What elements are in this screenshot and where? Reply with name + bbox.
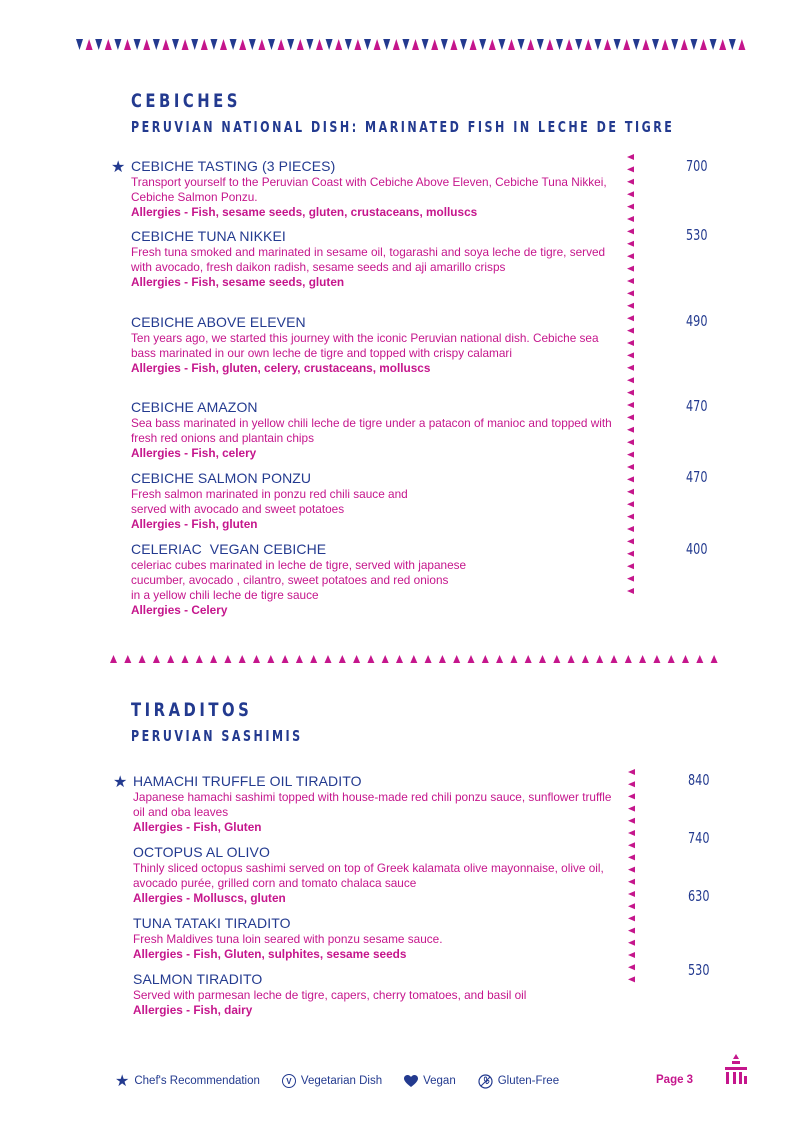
border-triangle [460,39,467,50]
border-triangle [239,39,246,50]
arrow-marker [628,879,635,885]
legend-vegan [404,1075,456,1088]
divider-triangle [425,655,432,663]
item-price: 490 [686,312,708,330]
border-triangle [220,39,227,50]
border-triangle [393,39,400,50]
border-triangle [431,39,438,50]
arrow-marker [628,781,635,787]
border-triangle [162,39,169,50]
border-triangle [642,39,649,50]
border-triangle [86,39,93,50]
arrow-marker [628,976,635,982]
arrow-marker [628,854,635,860]
arrow-marker [627,253,634,259]
divider-triangle [182,655,189,663]
border-triangle [508,39,515,50]
border-triangle [719,39,726,50]
border-triangle [268,39,275,50]
arrow-marker [627,464,634,470]
arrow-marker [627,241,634,247]
divider-triangle [196,655,203,663]
border-triangle [489,39,496,50]
arrow-marker [627,588,634,594]
divider-triangle [682,655,689,663]
item-description: Fresh tuna smoked and marinated in sesame oil, togarashi and soya leche de tigre, served with avocado, fresh daikon radish, sesame seeds and aji amarillo crisps [131,245,606,274]
border-triangle [738,39,745,50]
item-description: Fresh Maldives tuna loin seared with ponzu sesame sauce. [133,932,443,946]
item-price: 740 [688,829,710,847]
divider-triangle [396,655,403,663]
arrow-marker [627,166,634,172]
divider-triangle [510,655,517,663]
divider-triangle [382,655,389,663]
menu-item [113,773,623,835]
border-triangle [470,39,477,50]
divider-triangle [696,655,703,663]
section-subtitle-cebiches: PERUVIAN NATIONAL DISH: MARINATED FISH IN LECHE DE TIGRE [131,118,675,136]
arrow-marker [627,538,634,544]
arrow-marker [627,377,634,383]
divider-triangle [253,655,260,663]
arrow-marker [627,266,634,272]
arrow-marker [627,191,634,197]
item-description: Sea bass marinated in yellow chili leche de tigre under a patacon of manioc and topped with fresh red onions and plantain chips [131,416,612,445]
border-triangle [527,39,534,50]
arrow-marker [627,216,634,222]
border-triangle [498,39,505,50]
item-description: Served with parmesan leche de tigre, capers, cherry tomatoes, and basil oil [133,988,527,1002]
section-divider [110,652,720,664]
border-triangle [287,39,294,50]
border-triangle [566,39,573,50]
border-triangle [537,39,544,50]
item-allergies: Allergies - Fish, sesame seeds, gluten [131,275,345,289]
border-triangle [681,39,688,50]
border-triangle [729,39,736,50]
vegetarian-icon: V [282,1074,296,1088]
arrow-marker [628,867,635,873]
border-triangle [364,39,371,50]
divider-triangle [496,655,503,663]
border-triangle [604,39,611,50]
arrow-marker [627,179,634,185]
arrow-marker [627,204,634,210]
item-price: 530 [688,961,710,979]
arrow-marker [628,769,635,775]
arrow-marker [627,576,634,582]
arrow-marker [628,952,635,958]
arrow-marker [627,476,634,482]
heart-icon [404,1075,418,1088]
divider-triangle [711,655,718,663]
divider-triangle [596,655,603,663]
divider-triangle [482,655,489,663]
border-triangle [326,39,333,50]
divider-triangle [568,655,575,663]
arrow-marker [627,427,634,433]
divider-triangle [367,655,374,663]
menu-item [133,971,623,1018]
divider-triangle [296,655,303,663]
border-triangle [518,39,525,50]
item-name: OCTOPUS AL OLIVO [133,844,270,860]
divider-triangle [153,655,160,663]
divider-triangle [653,655,660,663]
border-triangle [76,39,83,50]
border-triangle [316,39,323,50]
border-triangle [278,39,285,50]
menu-item [131,470,621,532]
border-triangle [345,39,352,50]
border-triangle [335,39,342,50]
arrow-marker [628,891,635,897]
divider-triangle [453,655,460,663]
decorative-arrow-column [626,153,636,603]
divider-triangle [167,655,174,663]
decorative-arrow-column [627,768,637,992]
legend-vegetarian [282,1074,382,1088]
restaurant-logo-icon [722,1054,750,1091]
divider-triangle [439,655,446,663]
border-triangle [546,39,553,50]
item-allergies: Allergies - Fish, Gluten [133,820,262,834]
divider-triangle [468,655,475,663]
arrow-marker [628,830,635,836]
divider-triangle [267,655,274,663]
border-triangle [354,39,361,50]
arrow-marker [627,352,634,358]
divider-triangle [224,655,231,663]
border-triangle [700,39,707,50]
item-allergies: Allergies - Fish, celery [131,446,257,460]
arrow-marker [627,402,634,408]
arrow-marker [627,526,634,532]
item-name: CELERIAC VEGAN CEBICHE [131,541,327,557]
border-triangle [210,39,217,50]
border-triangle [191,39,198,50]
legend-chef-recommendation [115,1071,260,1091]
section-subtitle-tiraditos: PERUVIAN SASHIMIS [131,727,303,745]
item-name: CEBICHE ABOVE ELEVEN [131,314,306,330]
section-title-tiraditos: TIRADITOS [131,699,253,721]
item-name: SALMON TIRADITO [133,971,263,987]
arrow-marker [627,452,634,458]
border-triangle [105,39,112,50]
item-description: Ten years ago, we started this journey with the iconic Peruvian national dish. Cebiche sea bass marinated in our own leche de tigre and topped with crispy calamari [131,331,599,360]
gluten-free-wheat-icon [478,1074,493,1089]
border-triangle [671,39,678,50]
menu-item [131,228,621,290]
border-triangle [306,39,313,50]
border-triangle [556,39,563,50]
star-icon: ★ [115,1073,130,1090]
chef-recommendation-star-icon: ★ [113,774,128,791]
legend-label: Vegan [423,1075,456,1087]
border-triangle [594,39,601,50]
border-triangle [114,39,121,50]
legend-label: Gluten-Free [497,1075,560,1087]
divider-triangle [353,655,360,663]
arrow-marker [627,315,634,321]
tiraditos-header [131,699,731,745]
item-allergies: Allergies - Fish, Gluten, sulphites, sesame seeds [133,947,407,961]
item-price: 470 [686,397,708,415]
border-triangle [633,39,640,50]
border-triangle [230,39,237,50]
arrow-marker [628,842,635,848]
arrow-marker [627,228,634,234]
arrow-marker [627,328,634,334]
item-name: CEBICHE AMAZON [131,399,258,415]
item-allergies: Allergies - Fish, sesame seeds, gluten, crustaceans, molluscs [131,205,478,219]
item-description: Thinly sliced octopus sashimi served on top of Greek kalamata olive mayonnaise, olive oil, avocado purée, grilled corn and tomato chalaca sauce [133,861,604,890]
arrow-marker [627,414,634,420]
cebiches-header [131,90,731,136]
border-triangle [479,39,486,50]
arrow-marker [627,278,634,284]
arrow-marker [627,489,634,495]
item-description: Fresh salmon marinated in ponzu red chili sauce and served with avocado and sweet potatoes [131,487,408,516]
item-price: 470 [686,468,708,486]
divider-triangle [611,655,618,663]
dietary-legend [115,1072,581,1090]
arrow-marker [627,365,634,371]
divider-triangle [639,655,646,663]
divider-triangle [339,655,346,663]
border-triangle [182,39,189,50]
menu-item [131,541,621,618]
menu-item [133,844,623,906]
divider-triangle [410,655,417,663]
arrow-marker [627,439,634,445]
border-triangle [172,39,179,50]
border-triangle [134,39,141,50]
border-triangle [623,39,630,50]
border-triangle [383,39,390,50]
divider-triangle [582,655,589,663]
item-name: CEBICHE SALMON PONZU [131,470,312,486]
item-allergies: Allergies - Fish, gluten, celery, crustaceans, molluscs [131,361,431,375]
border-triangle [153,39,160,50]
divider-triangle [310,655,317,663]
arrow-marker [627,390,634,396]
border-triangle [124,39,131,50]
arrow-marker [627,303,634,309]
arrow-marker [627,290,634,296]
menu-item [133,915,623,962]
border-triangle [143,39,150,50]
item-description: Japanese hamachi sashimi topped with house-made red chili ponzu sauce, sunflower truffle oil and oba leaves [133,790,612,819]
item-price: 630 [688,887,710,905]
item-allergies: Allergies - Celery [131,603,228,617]
item-price: 400 [686,540,708,558]
divider-triangle [625,655,632,663]
legend-label: Vegetarian Dish [300,1075,383,1087]
item-price: 530 [686,226,708,244]
section-title-cebiches: CEBICHES [131,90,241,112]
item-allergies: Allergies - Fish, dairy [133,1003,253,1017]
item-name: CEBICHE TUNA NIKKEI [131,228,286,244]
divider-triangle [539,655,546,663]
page-number: Page 3 [656,1074,694,1086]
arrow-marker [628,915,635,921]
legend-gluten-free [478,1074,559,1089]
border-triangle [690,39,697,50]
item-allergies: Allergies - Fish, gluten [131,517,258,531]
divider-triangle [325,655,332,663]
menu-item [131,399,621,461]
border-triangle [95,39,102,50]
divider-triangle [525,655,532,663]
arrow-marker [628,964,635,970]
arrow-marker [627,563,634,569]
border-triangle [614,39,621,50]
menu-item [111,158,621,220]
divider-triangle [668,655,675,663]
border-triangle [441,39,448,50]
chef-recommendation-star-icon: ★ [111,159,126,176]
border-triangle [297,39,304,50]
item-description: Transport yourself to the Peruvian Coast with Cebiche Above Eleven, Cebiche Tuna Nikkei, Cebiche Salmon Ponzu. [131,175,607,204]
item-name: TUNA TATAKI TIRADITO [133,915,291,931]
arrow-marker [627,501,634,507]
arrow-marker [628,793,635,799]
divider-triangle [210,655,217,663]
arrow-marker [628,903,635,909]
legend-label: Chef's Recommendation [134,1075,260,1087]
divider-triangle [553,655,560,663]
item-name: CEBICHE TASTING (3 PIECES) [131,158,336,174]
divider-triangle [139,655,146,663]
item-allergies: Allergies - Molluscs, gluten [133,891,286,905]
border-triangle [585,39,592,50]
divider-triangle [282,655,289,663]
item-price: 700 [686,157,708,175]
arrow-marker [627,514,634,520]
arrow-marker [627,551,634,557]
arrow-marker [628,940,635,946]
arrow-marker [628,818,635,824]
border-triangle [249,39,256,50]
divider-triangle [110,655,117,663]
item-price: 840 [688,771,710,789]
border-triangle [710,39,717,50]
border-triangle [258,39,265,50]
divider-triangle [239,655,246,663]
menu-item [131,314,621,376]
item-name: HAMACHI TRUFFLE OIL TIRADITO [133,773,362,789]
border-triangle [201,39,208,50]
divider-triangle [124,655,131,663]
border-triangle [402,39,409,50]
arrow-marker [628,806,635,812]
border-triangle [652,39,659,50]
border-triangle [422,39,429,50]
border-triangle [450,39,457,50]
border-triangle [374,39,381,50]
top-border-pattern [76,38,748,52]
border-triangle [412,39,419,50]
border-triangle [662,39,669,50]
arrow-marker [627,154,634,160]
arrow-marker [627,340,634,346]
arrow-marker [628,928,635,934]
border-triangle [575,39,582,50]
item-description: celeriac cubes marinated in leche de tigre, served with japanese cucumber, avocado , cilantro, sweet potatoes and red onions in a yellow chili leche de tigre sauce [131,558,467,602]
